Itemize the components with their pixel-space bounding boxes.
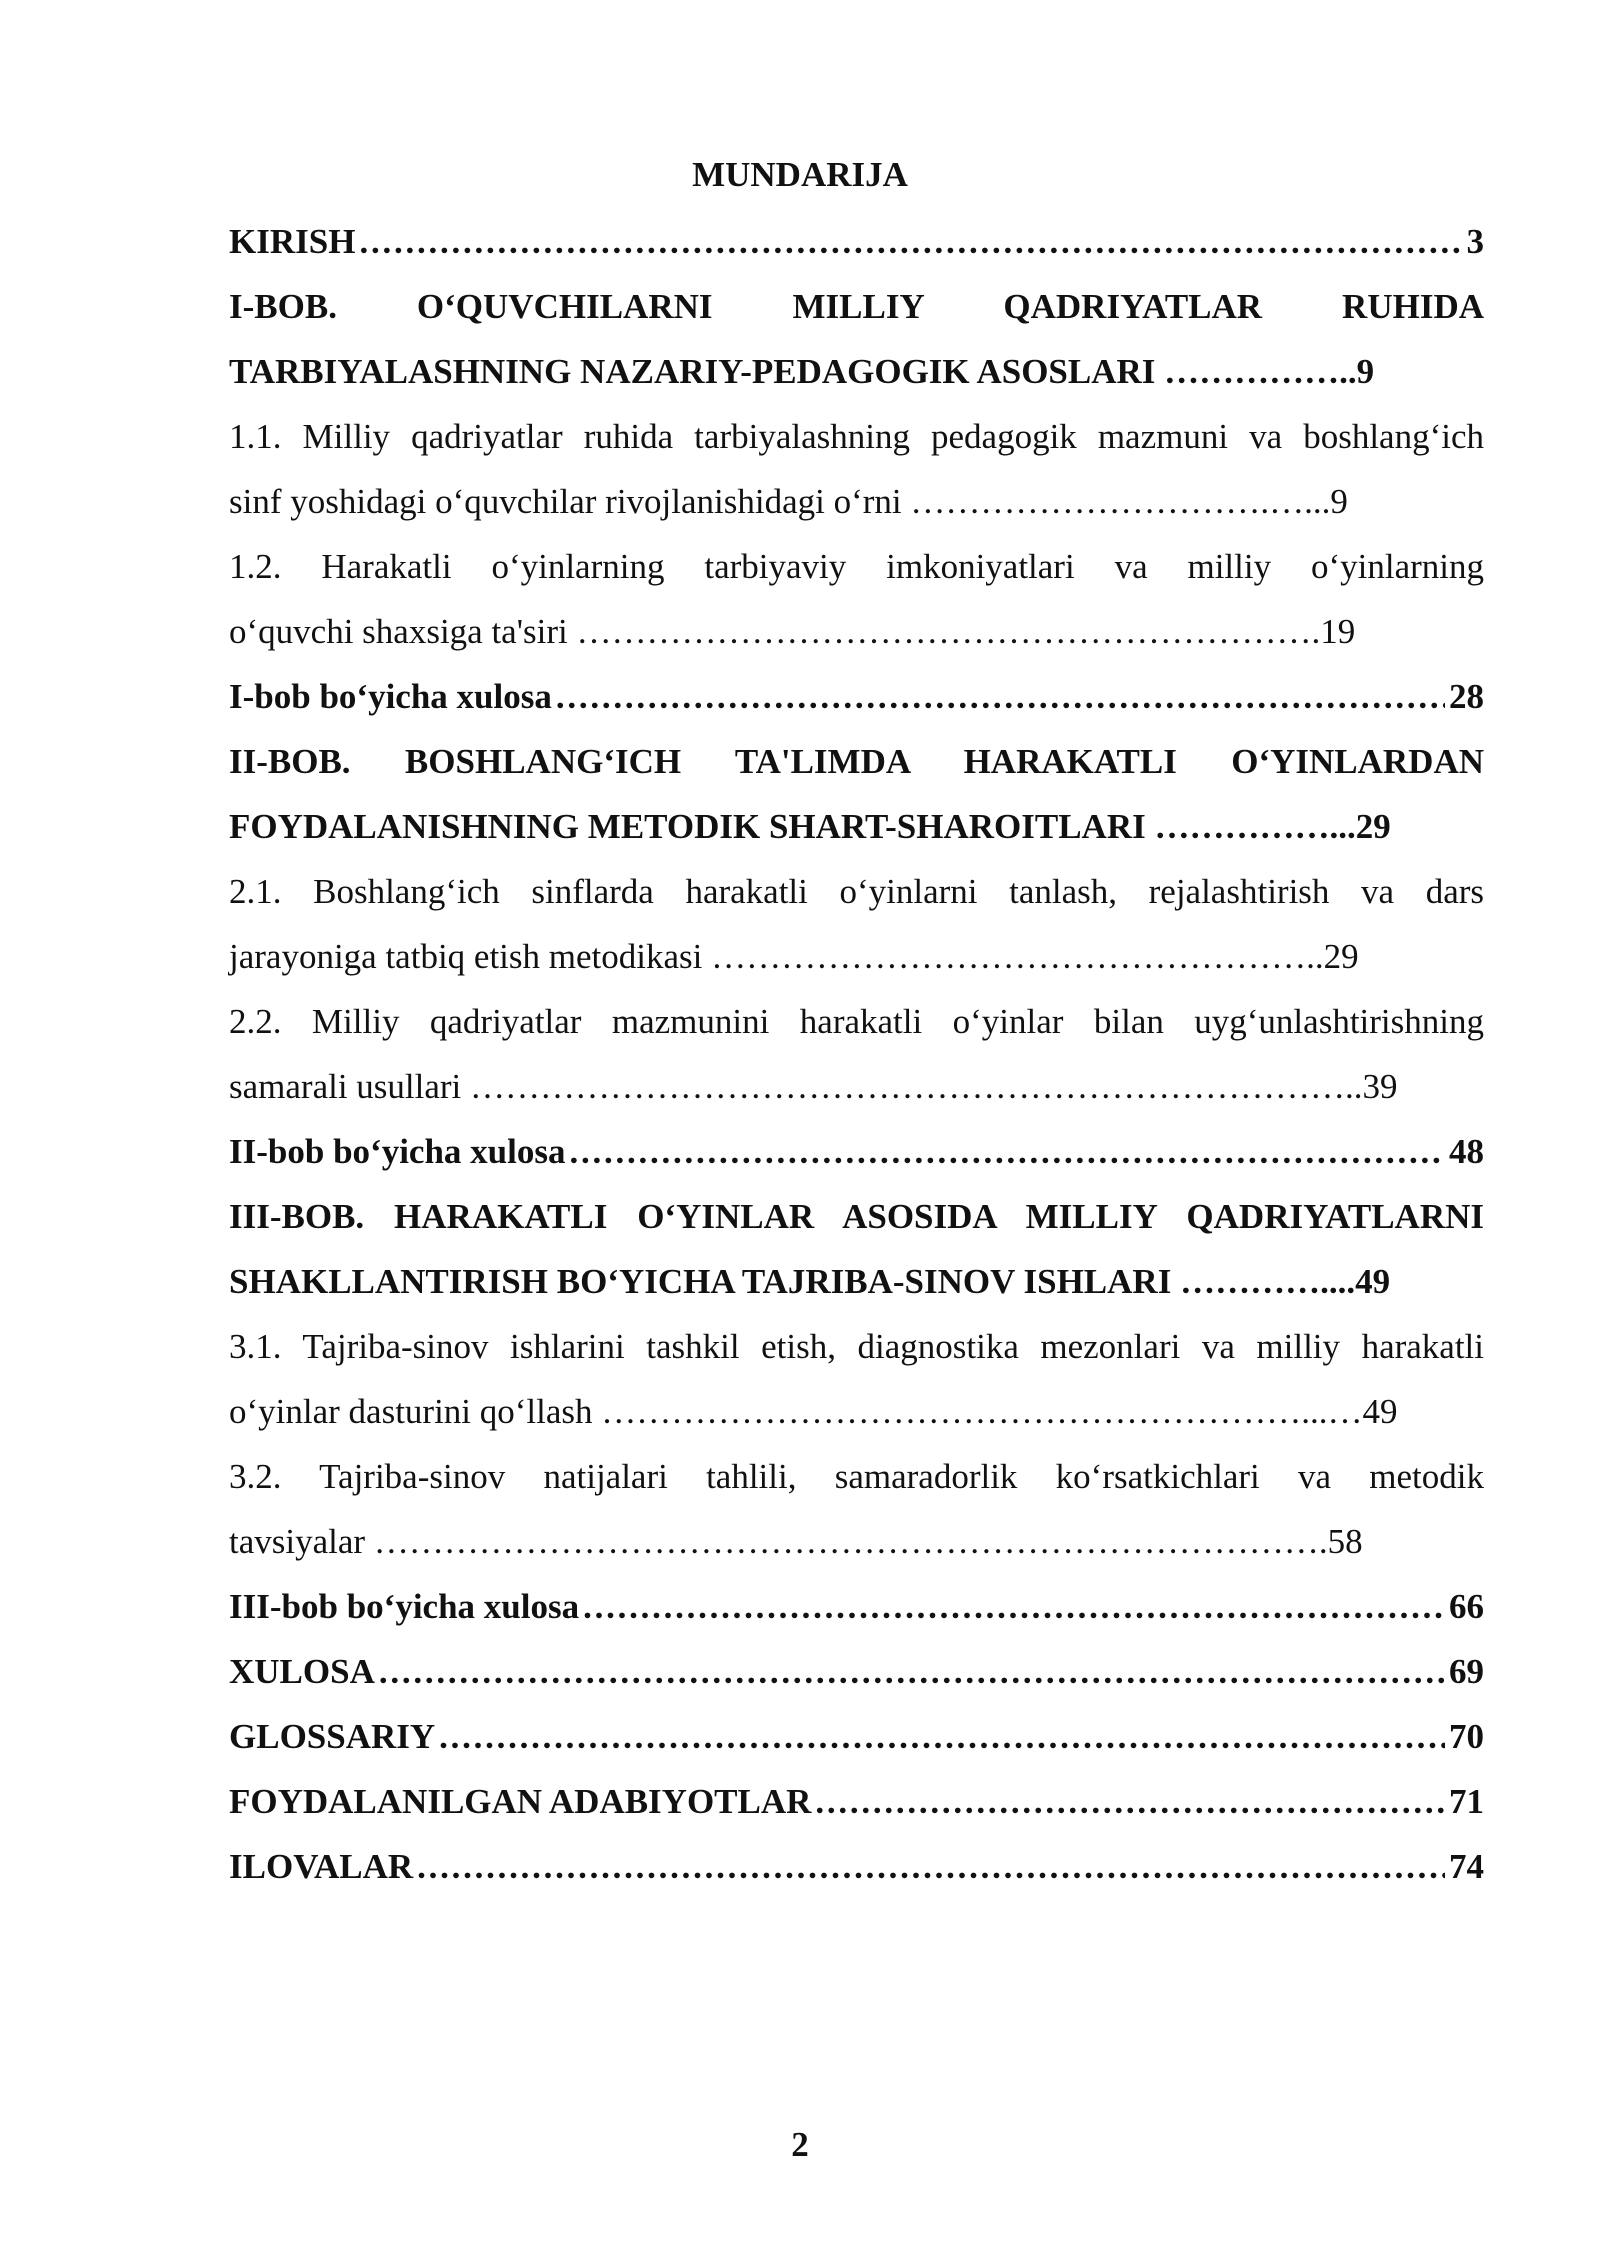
toc-page-number: 66: [1449, 1587, 1484, 1626]
toc-entry-title: TARBIYALASHNING NAZARIY-PEDAGOGIK ASOSLARI: [229, 352, 1156, 391]
toc-section-1-1-line-2[interactable]: [229, 477, 1484, 542]
toc-entry-title: SHAKLLANTIRISH BO‘YICHA TAJRIBA-SINOV ISHLARI: [229, 1262, 1172, 1301]
toc-page-number: 39: [1362, 1067, 1398, 1106]
toc-page-number: 9: [1356, 352, 1375, 391]
toc-entry-title: I-bob bo‘yicha xulosa: [229, 677, 552, 716]
toc-page-number: 70: [1449, 1717, 1484, 1756]
toc-chapter-3-line-2[interactable]: [229, 1257, 1484, 1322]
dot-leader: ……………………………………………..: [711, 937, 1324, 976]
toc-page-number: 71: [1449, 1782, 1484, 1821]
toc-entry-title: sinf yoshidagi o‘quvchilar rivojlanishidagi o‘rni: [229, 482, 902, 521]
toc-entry-chapter-3-summary[interactable]: [229, 1582, 1484, 1647]
toc-chapter-3-line-1[interactable]: III-BOB. HARAKATLI O‘YINLAR ASOSIDA MILLIY QADRIYATLARNI: [229, 1197, 1484, 1236]
toc-entry-appendices[interactable]: [229, 1842, 1484, 1907]
toc-section-1-1-line-1[interactable]: 1.1. Milliy qadriyatlar ruhida tarbiyalashning pedagogik mazmuni va boshlang‘ich: [229, 417, 1484, 456]
toc-section-3-2-line-2[interactable]: [229, 1517, 1484, 1582]
toc-chapter-2-line-2[interactable]: [229, 802, 1484, 867]
toc-page-number: 69: [1449, 1652, 1484, 1691]
dot-leader: ……………………………………………………………………….: [373, 1522, 1328, 1561]
dot-leader: …………………………………………………………………..: [470, 1067, 1363, 1106]
toc-entry-title: KIRISH: [229, 222, 356, 261]
toc-section-2-2-line-2[interactable]: [229, 1062, 1484, 1127]
toc-page-number: 29: [1355, 807, 1391, 846]
toc-section-2-1-line-2[interactable]: [229, 932, 1484, 997]
toc-page-number: 9: [1330, 482, 1348, 521]
dot-leader: [439, 1712, 1445, 1762]
toc-entry-bibliography[interactable]: [229, 1777, 1484, 1842]
toc-entry-title: GLOSSARIY: [229, 1717, 436, 1756]
toc-entry-title: jarayoniga tatbiq etish metodikasi: [229, 937, 703, 976]
toc-page-number: 19: [1320, 612, 1356, 651]
dot-leader: ………………………….…...: [910, 482, 1331, 521]
dot-leader: [379, 1647, 1445, 1697]
dot-leader: [815, 1777, 1445, 1827]
toc-section-2-2-line-1[interactable]: 2.2. Milliy qadriyatlar mazmunini harakatli o‘yinlar bilan uyg‘unlashtirishning: [229, 1002, 1484, 1041]
toc-entry-chapter-2-summary[interactable]: [229, 1127, 1484, 1192]
toc-entry-title: o‘yinlar dasturini qo‘llash: [229, 1392, 593, 1431]
toc-chapter-1-line-1[interactable]: I-BOB. O‘QUVCHILARNI MILLIY QADRIYATLAR RUHIDA: [229, 287, 1484, 326]
toc-section-3-2-line-1[interactable]: 3.2. Tajriba-sinov natijalari tahlili, samaradorlik ko‘rsatkichlari va metodik: [229, 1457, 1484, 1496]
dot-leader: …………....: [1180, 1262, 1356, 1301]
toc-page-number: 48: [1449, 1132, 1484, 1171]
dot-leader: ……………...: [1154, 807, 1356, 846]
toc-chapter-1-line-2[interactable]: [229, 347, 1484, 412]
toc-entry-kirish[interactable]: [229, 217, 1484, 282]
toc-page-number: 58: [1327, 1522, 1363, 1561]
toc-chapter-2-line-1[interactable]: II-BOB. BOSHLANG‘ICH TA'LIMDA HARAKATLI O‘YINLARDAN: [229, 742, 1484, 781]
toc-entry-title: tavsiyalar: [229, 1522, 366, 1561]
toc-page-number: 49: [1362, 1392, 1398, 1431]
dot-leader: ……………………………………………………….: [576, 612, 1321, 651]
dot-leader: [583, 1582, 1445, 1632]
toc-entry-title: samarali usullari: [229, 1067, 462, 1106]
toc-entry-chapter-1-summary[interactable]: [229, 672, 1484, 737]
toc-section-1-2-line-2[interactable]: [229, 607, 1484, 672]
toc-entry-title: III-bob bo‘yicha xulosa: [229, 1587, 580, 1626]
dot-leader: [359, 217, 1462, 267]
toc-page-number: 49: [1355, 1262, 1391, 1301]
toc-page-number: 28: [1449, 677, 1484, 716]
dot-leader: ……………………………………………………...…: [601, 1392, 1363, 1431]
toc-entry-title: XULOSA: [229, 1652, 375, 1691]
toc-section-3-1-line-1[interactable]: 3.1. Tajriba-sinov ishlarini tashkil etish, diagnostika mezonlari va milliy harakatli: [229, 1327, 1484, 1366]
dot-leader: [556, 672, 1445, 722]
toc-entry-title: o‘quvchi shaxsiga ta'siri: [229, 612, 568, 651]
toc-page-number: 74: [1449, 1847, 1484, 1886]
toc-section-1-2-line-1[interactable]: 1.2. Harakatli o‘yinlarning tarbiyaviy imkoniyatlari va milliy o‘yinlarning: [229, 547, 1484, 586]
page-title: MUNDARIJA: [692, 155, 908, 194]
toc-entry-title: ILOVALAR: [229, 1847, 414, 1886]
page-number: 2: [791, 2125, 809, 2164]
toc-page-number: 3: [1466, 222, 1484, 261]
toc-entry-title: II-bob bo‘yicha xulosa: [229, 1132, 566, 1171]
dot-leader: ……………..: [1164, 352, 1357, 391]
toc-entry-title: FOYDALANILGAN ADABIYOTLAR: [229, 1782, 812, 1821]
toc-entry-glossary[interactable]: [229, 1712, 1484, 1777]
toc-section-2-1-line-1[interactable]: 2.1. Boshlang‘ich sinflarda harakatli o‘yinlarni tanlash, rejalashtirish va dars: [229, 872, 1484, 911]
table-of-contents: [229, 217, 1484, 1907]
toc-section-3-1-line-2[interactable]: [229, 1387, 1484, 1452]
toc-page-number: 29: [1323, 937, 1359, 976]
dot-leader: [569, 1127, 1445, 1177]
toc-entry-conclusion[interactable]: [229, 1647, 1484, 1712]
dot-leader: [417, 1842, 1445, 1892]
toc-entry-title: FOYDALANISHNING METODIK SHART-SHAROITLARI: [229, 807, 1146, 846]
